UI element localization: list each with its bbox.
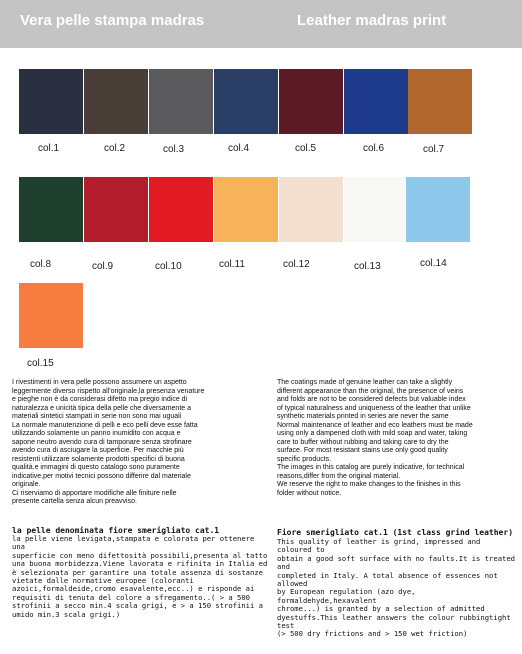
notes-italian: I rivestimenti in vera pelle possono assumere un aspetto leggermente diverso rispetto all'originale,la presenza venature e pieghe non è da considerasi difetto ma pregio indice di naturalezza e unicità tipica della pelle che diversamente a materiali sintetici stampati in serie non sono mai uguali La normale manutenzione di pelli e eco pelli deve esse fatta utilizzando solamente un panno inumidito con acqua e sapone neutro avendo cura di tamponare senza strofinare avendo cura di asciugare la superficie. Per macchie più resistenti utilizzare solamente prodotti specifici di buona qualità.e immagini di questo catalogo sono puramente indicative,per motivi tecnici possono differire dal materiale originale. Ci riserviamo di apportare modifiche alle finiture nelle presente cartella senza alcun preavviso. <box>12 379 205 505</box>
swatch-col-12[interactable] <box>279 177 343 242</box>
swatch-col-5[interactable] <box>279 69 343 134</box>
swatch-col-10[interactable] <box>149 177 213 242</box>
swatch-label: col.5 <box>295 143 317 154</box>
swatch-label: col.12 <box>283 259 310 270</box>
swatch-label: col.1 <box>38 143 60 154</box>
title-italian: Vera pelle stampa madras <box>20 12 205 29</box>
swatch-label: col.3 <box>163 144 185 155</box>
swatch-label: col.14 <box>420 258 447 269</box>
swatch-col-4[interactable] <box>214 69 278 134</box>
title-english: Leather madras print <box>297 12 447 29</box>
swatch-col-11[interactable] <box>214 177 278 242</box>
swatch-col-3[interactable] <box>149 69 213 134</box>
swatch-label: col.15 <box>27 358 54 369</box>
swatch-label: col.10 <box>155 261 182 272</box>
swatch-label: col.2 <box>104 143 126 154</box>
swatch-label: col.9 <box>92 261 114 272</box>
swatch-col-2[interactable] <box>84 69 148 134</box>
grade-title-english: Fiore smerigliato cat.1 (1st class grind leather) <box>277 528 514 537</box>
swatch-label: col.8 <box>30 259 52 270</box>
swatch-label: col.11 <box>219 259 245 270</box>
notes-english: The coatings made of genuine leather can take a slightly different appearance than the original, the presence of veins and folds are not to be considered defects but valuable index of typical naturalness and uniqueness of the leather that unlike synthetic materials printed in series are never the same Normal maintenance of leather and eco leathers must be made using only a dampened cloth with mild soap and water, taking care to buffer without rubbing and taking care to dry the surface. For most resistant stains use only good quality specific products. The images in this catalog are purely indicative, for technical reasons,differ from the original material. We reserve the right to make changes to the finishes in this folder without notice. <box>277 379 473 497</box>
swatch-col-15[interactable] <box>19 283 83 348</box>
swatch-col-8[interactable] <box>19 177 83 242</box>
swatch-label: col.4 <box>228 143 250 154</box>
swatch-col-13[interactable] <box>344 177 408 242</box>
swatch-col-14[interactable] <box>406 177 470 242</box>
swatch-col-1[interactable] <box>19 69 83 134</box>
swatch-col-9[interactable] <box>84 177 148 242</box>
grade-body-english: This quality of leather is grind, impressed and coloured to obtain a good soft surface with no faults.It is treated and completed in Italy. A total absence of essences not allowed by European regulation (azo dye, formaldehyde,hexavalent chrome...) is granted by a selection of admitted dyestuffs.This leather answers the colour rubbingtight test (> 500 dry frictions and > 150 wet friction) <box>277 537 515 639</box>
grade-body-italian: la pelle viene levigata,stampata e colorata per ottenere una superficie con meno difettosità possibili,presenta al tatto una buona morbidezza.Viene lavorata e rifinita in Italia ed è selezionata per garantire una totale assenza di sostanze vietate dalle normative europee (coloranti azoici,formaldeide,cromo esavalente,ecc..) e risponde ai requisiti di tenuta del colore a sfregamento..( > a 500 strofinii a secco min.4 scala grigi, e > a 150 strofinii a umido min.3 scala grigi.) <box>12 534 268 619</box>
grade-title-italian: la pelle denominata fiore smerigliato cat.1 <box>12 526 220 535</box>
swatch-col-7[interactable] <box>408 69 472 134</box>
swatch-label: col.6 <box>363 143 385 154</box>
swatch-label: col.7 <box>423 144 445 155</box>
swatch-label: col.13 <box>354 261 381 272</box>
swatch-col-6[interactable] <box>344 69 408 134</box>
header-banner <box>0 0 522 48</box>
